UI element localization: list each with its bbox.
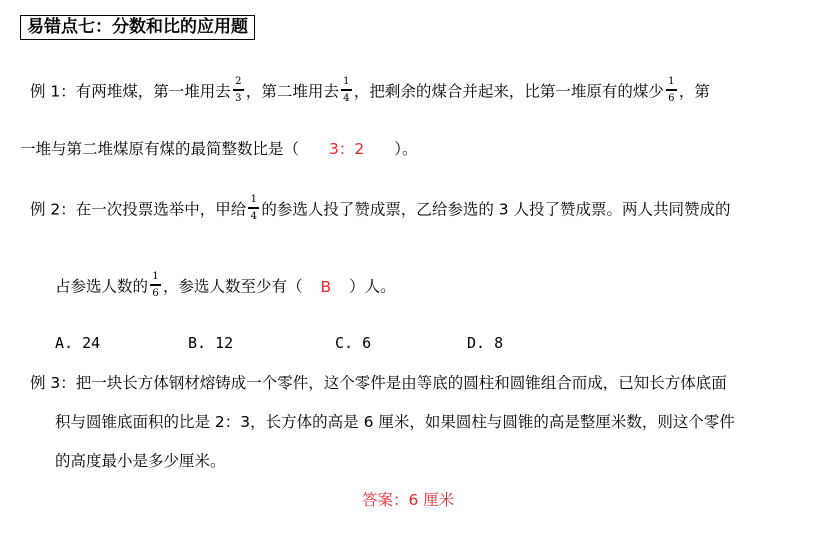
fraction-one-sixth [150,271,161,299]
example-3-text-1: 把一块长方体钢材熔铸成一个零件，这个零件是由等底的圆柱和圆锥组合而成，已知长方体底面 [75,374,727,392]
example-3-line-2 [55,412,735,432]
fraction-denominator: 6 [668,93,675,104]
example-2-label: 例 2： [30,200,76,219]
example-3-line-1 [30,373,727,393]
example-2-answer: B [320,277,332,296]
fraction-numerator: 1 [152,271,159,282]
example-2-line-1 [30,196,731,224]
option-c: C. 6 [335,334,372,352]
fraction-denominator: 4 [250,211,257,222]
fraction-bar [150,284,161,286]
example-2-text-b: 的参选人投了赞成票，乙给参选的 3 人投了赞成票。两人共同赞成的 [261,200,731,219]
fraction-denominator: 6 [152,288,159,299]
example-1-text-a: 有两堆煤，第一堆用去 [75,82,231,101]
example-1-question: 一堆与第二堆煤原有煤的最简整数比是（ [20,140,300,158]
example-1-label: 例 1： [30,82,76,101]
example-3-text-3: 的高度最小是多少厘米。 [55,452,226,470]
fraction-numerator: 1 [250,194,257,205]
fraction-numerator: 1 [343,76,350,87]
option-b: B. 12 [188,334,234,352]
fraction-one-quarter [341,76,352,104]
example-3-line-3 [55,451,226,471]
fraction-numerator: 2 [235,76,242,87]
example-2-text-a: 在一次投票选举中，甲给 [75,200,247,219]
fraction-bar [248,207,259,209]
section-title: 易错点七：分数和比的应用题 [20,15,255,40]
fraction-denominator: 3 [235,93,242,104]
fraction-bar [233,89,244,91]
example-1-question-end: ）。 [394,140,418,158]
example-1-answer: 3：2 [329,140,365,158]
fraction-bar [666,89,677,91]
fraction-one-sixth [666,76,677,104]
fraction-one-quarter [248,194,259,222]
example-1-text-d: ，第 [678,82,710,101]
example-3-label: 例 3： [30,374,76,392]
example-1-text-b: ，第二堆用去 [245,82,339,101]
example-1-line-1 [30,78,710,106]
example-3-text-2: 积与圆锥底面积的比是 2：3，长方体的高是 6 厘米，如果圆柱与圆锥的高是整厘米数，则这个零件 [55,413,735,431]
example-2-line-2 [55,273,396,301]
option-d: D. 8 [467,334,504,352]
example-3-answer: 答案：6 厘米 [362,491,455,509]
example-2-question-end: ）人。 [349,277,396,296]
fraction-bar [341,89,352,91]
option-a: A. 24 [55,334,101,352]
example-1-text-c: ，把剩余的煤合并起来，比第一堆原有的煤少 [353,82,664,101]
example-2-text-c: 占参选人数的 [55,277,149,296]
example-2-text-d: ，参选人数至少有（ [163,277,303,296]
fraction-two-thirds [233,76,244,104]
fraction-denominator: 4 [343,93,350,104]
fraction-numerator: 1 [668,76,675,87]
example-1-line-2 [20,139,418,159]
